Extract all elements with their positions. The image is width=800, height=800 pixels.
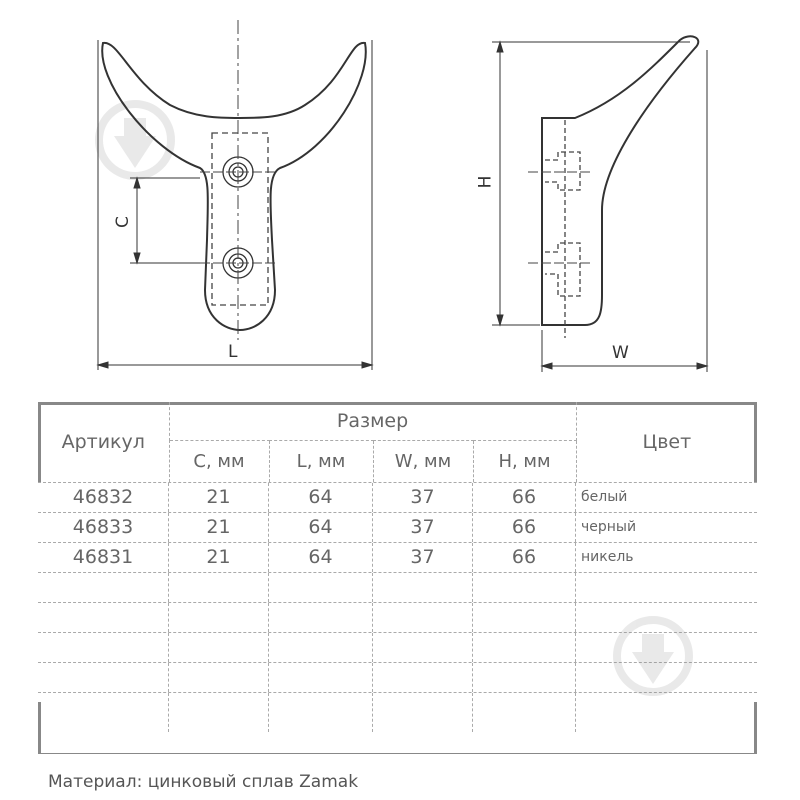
cell-color: черный	[581, 519, 637, 535]
cell-artikul: 46833	[38, 513, 169, 542]
subheader-l: L, мм	[269, 441, 373, 482]
dimension-label-c: C	[112, 216, 133, 228]
header-cvet: Цвет	[642, 431, 692, 453]
technical-drawing	[0, 0, 800, 390]
header-razmer: Размер	[169, 402, 576, 441]
cell-w: 37	[373, 483, 473, 512]
cell-w: 37	[373, 513, 473, 542]
dimension-label-w: W	[612, 343, 629, 363]
side-hidden-lines	[545, 120, 580, 338]
dimension-label-l: L	[228, 342, 238, 362]
table-bottom-frame	[38, 702, 757, 754]
subheader-h: H, мм	[473, 441, 576, 482]
material-note: Материал: цинковый сплав Zamak	[48, 772, 359, 792]
watermark-logo-icon	[605, 608, 701, 704]
cell-h: 66	[473, 543, 576, 572]
cell-c: 21	[169, 513, 269, 542]
header-artikul: Артикул	[38, 402, 169, 482]
cell-w: 37	[373, 543, 473, 572]
subheader-c: C, мм	[169, 441, 269, 482]
cell-artikul: 46831	[38, 543, 169, 572]
cell-c: 21	[169, 543, 269, 572]
table-row	[38, 512, 757, 542]
cell-c: 21	[169, 483, 269, 512]
front-mount-hidden-lines	[212, 133, 268, 305]
dimension-label-h: H	[475, 175, 496, 189]
dimension-l	[98, 40, 372, 370]
cell-l: 64	[269, 513, 373, 542]
cell-artikul: 46832	[38, 483, 169, 512]
cell-color: белый	[581, 489, 628, 505]
empty-row	[38, 572, 757, 602]
cell-h: 66	[473, 483, 576, 512]
cell-color: никель	[581, 549, 634, 565]
dimension-c	[130, 178, 200, 263]
spec-table-header	[38, 402, 757, 482]
cell-l: 64	[269, 543, 373, 572]
cell-l: 64	[269, 483, 373, 512]
dimension-w	[542, 50, 707, 372]
cell-h: 66	[473, 513, 576, 542]
table-row	[38, 542, 757, 572]
watermark-logo-icon	[99, 104, 171, 176]
dimension-h	[492, 42, 690, 325]
table-row	[38, 482, 757, 512]
subheader-w: W, мм	[373, 441, 473, 482]
